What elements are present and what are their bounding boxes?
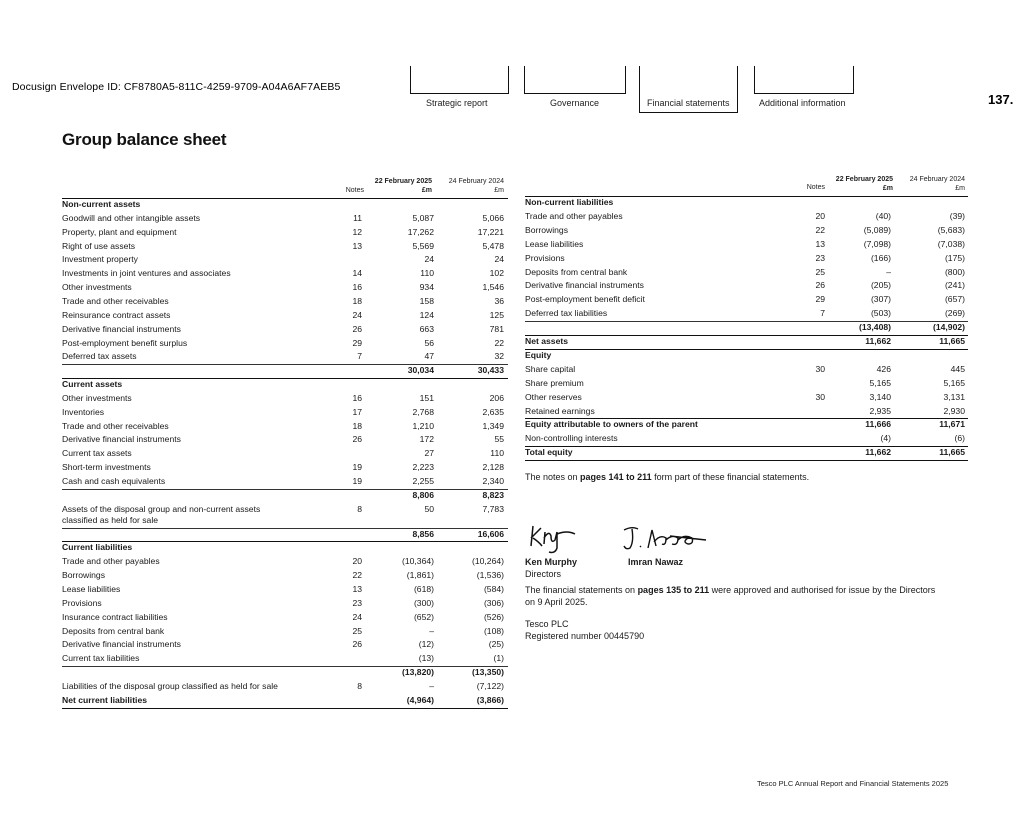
nav-tab-governance[interactable]: Governance bbox=[550, 98, 600, 108]
row-label: Deferred tax liabilities bbox=[525, 308, 608, 319]
nav-tab-additional-information-frame[interactable] bbox=[754, 66, 854, 94]
row-note: 24 bbox=[352, 611, 362, 622]
row-label: Trade and other payables bbox=[525, 210, 623, 221]
row-value-2025: 2,935 bbox=[869, 405, 891, 416]
left-col2-date: 24 February 2024 bbox=[448, 178, 504, 185]
row-label: Cash and cash equivalents bbox=[62, 476, 166, 486]
table-row bbox=[62, 681, 508, 694]
table-row bbox=[62, 639, 508, 652]
row-value-2025: 47 bbox=[424, 351, 434, 362]
row-note: 8 bbox=[357, 503, 362, 514]
table-row bbox=[62, 199, 508, 212]
row-value-2024: 445 bbox=[950, 363, 965, 374]
row-value-2024: (306) bbox=[483, 597, 504, 608]
row-value-2024: 32 bbox=[494, 351, 504, 362]
approval-statement bbox=[525, 584, 935, 608]
table-row bbox=[62, 365, 508, 378]
row-value-2024: (241) bbox=[944, 280, 965, 291]
row-value-2024: (6) bbox=[954, 433, 965, 444]
row-label: Current liabilities bbox=[62, 542, 133, 553]
ken-murphy-signature bbox=[527, 522, 587, 554]
table-bottom-rule bbox=[62, 708, 508, 709]
left-balance-table bbox=[62, 170, 510, 710]
row-value-2025: 124 bbox=[419, 309, 434, 320]
row-value-2024: (13,350) bbox=[471, 667, 504, 678]
row-label: Lease liabilities bbox=[62, 583, 121, 594]
table-row bbox=[62, 213, 508, 226]
row-label: Net assets bbox=[525, 336, 568, 346]
row-value-2024: 2,635 bbox=[482, 406, 504, 417]
row-label: Derivative financial instruments bbox=[62, 323, 181, 334]
table-row bbox=[525, 267, 968, 280]
table-row bbox=[525, 239, 968, 252]
row-value-2024: (5,683) bbox=[937, 224, 965, 235]
row-value-2025: (166) bbox=[870, 252, 891, 263]
approval-date: on 9 April 2025. bbox=[525, 597, 588, 607]
table-row bbox=[525, 211, 968, 224]
row-note: 23 bbox=[815, 252, 825, 263]
row-value-2024: 11,665 bbox=[939, 336, 965, 346]
row-label: Other investments bbox=[62, 392, 132, 403]
row-note: 24 bbox=[352, 309, 362, 320]
row-value-2025: 5,087 bbox=[412, 212, 434, 223]
row-value-2024: 30,433 bbox=[477, 365, 504, 376]
table-row bbox=[525, 378, 968, 391]
row-value-2024: 1,349 bbox=[482, 420, 504, 431]
row-value-2025: (1,861) bbox=[406, 570, 434, 581]
table-row bbox=[525, 197, 968, 210]
table-row bbox=[525, 280, 968, 293]
row-note: 7 bbox=[357, 351, 362, 362]
row-value-2025: 56 bbox=[424, 337, 434, 348]
row-label: Borrowings bbox=[62, 570, 105, 581]
table-row bbox=[62, 351, 508, 364]
row-value-2025: (652) bbox=[413, 611, 434, 622]
right-col1-date: 22 February 2025 bbox=[835, 176, 893, 183]
row-value-2025: 8,806 bbox=[412, 489, 434, 500]
row-note: 26 bbox=[352, 639, 362, 650]
row-label: Post-employment benefit deficit bbox=[525, 294, 645, 305]
row-label: Investment property bbox=[62, 254, 138, 265]
row-value-2024: 16,606 bbox=[477, 528, 504, 539]
row-note: 7 bbox=[820, 308, 825, 319]
row-label: Net current liabilities bbox=[62, 694, 148, 705]
row-label: Lease liabilities bbox=[525, 238, 584, 249]
row-value-2024: (7,122) bbox=[476, 680, 504, 691]
row-note: 13 bbox=[352, 583, 362, 594]
row-label: Assets of the disposal group and non-current assets bbox=[62, 503, 261, 514]
table-row bbox=[62, 612, 508, 625]
row-value-2024: 125 bbox=[489, 309, 504, 320]
row-value-2024: 102 bbox=[489, 268, 504, 279]
right-col2-date: 24 February 2024 bbox=[909, 176, 965, 183]
row-label: Current tax liabilities bbox=[62, 653, 140, 664]
row-value-2025: 158 bbox=[419, 295, 434, 306]
row-value-2025: (618) bbox=[413, 583, 434, 594]
row-value-2024: 2,340 bbox=[482, 476, 504, 486]
row-value-2024: 22 bbox=[494, 337, 504, 348]
row-label: Non-current assets bbox=[62, 199, 141, 209]
row-value-2025: 934 bbox=[419, 282, 434, 293]
table-row bbox=[62, 282, 508, 295]
table-row bbox=[525, 336, 968, 349]
row-value-2024: 7,783 bbox=[482, 503, 504, 514]
table-row bbox=[62, 407, 508, 420]
row-value-2024: 1,546 bbox=[482, 282, 504, 293]
row-value-2025: 2,223 bbox=[412, 462, 434, 473]
table-row bbox=[62, 268, 508, 281]
table-row bbox=[62, 241, 508, 254]
row-note: 14 bbox=[352, 268, 362, 279]
row-value-2025: 27 bbox=[424, 448, 434, 459]
row-value-2025: 24 bbox=[424, 254, 434, 265]
table-row bbox=[62, 324, 508, 337]
row-value-2024: (584) bbox=[483, 583, 504, 594]
row-value-2024: 24 bbox=[494, 254, 504, 265]
approval-pages: pages 135 to 211 bbox=[637, 585, 710, 595]
row-value-2024: 5,165 bbox=[943, 377, 965, 388]
left-col1-date: 22 February 2025 bbox=[374, 178, 432, 185]
row-value-2025: – bbox=[429, 680, 434, 691]
row-value-2025: – bbox=[886, 266, 891, 277]
row-note: 19 bbox=[352, 462, 362, 473]
notes-statement-pages: pages 141 to 211 bbox=[580, 472, 652, 482]
row-value-2025: 17,262 bbox=[407, 226, 434, 237]
right-col1-unit: £m bbox=[882, 185, 893, 192]
row-note: 19 bbox=[352, 476, 362, 486]
page-title: Group balance sheet bbox=[62, 130, 227, 149]
right-col2-unit: £m bbox=[955, 185, 965, 192]
notes-statement bbox=[525, 471, 809, 483]
row-label: Current assets bbox=[62, 379, 123, 390]
nav-tab-strategic-report-frame[interactable] bbox=[410, 66, 509, 94]
row-label: Borrowings bbox=[525, 224, 568, 235]
signatory-ken-murphy-name: Ken Murphy bbox=[525, 557, 578, 567]
row-value-2025: (300) bbox=[413, 597, 434, 608]
table-row bbox=[525, 406, 968, 419]
row-note: 17 bbox=[352, 406, 362, 417]
table-row bbox=[62, 556, 508, 569]
row-value-2025: 426 bbox=[876, 363, 891, 374]
signatory-role: Directors bbox=[525, 569, 562, 579]
row-value-2024: (269) bbox=[944, 308, 965, 319]
table-row bbox=[62, 667, 508, 680]
row-value-2025: 11,662 bbox=[865, 336, 891, 346]
row-value-2025: (7,098) bbox=[863, 238, 891, 249]
table-row bbox=[62, 529, 508, 542]
table-row bbox=[62, 338, 508, 351]
imran-nawaz-signature bbox=[622, 524, 712, 554]
row-note: 16 bbox=[352, 282, 362, 293]
row-note: 25 bbox=[815, 266, 825, 277]
table-row bbox=[62, 542, 508, 555]
row-value-2025: (503) bbox=[870, 308, 891, 319]
row-value-2024: (800) bbox=[944, 266, 965, 277]
row-label: Share capital bbox=[525, 363, 576, 374]
row-value-2024: 11,665 bbox=[939, 447, 965, 458]
table-row bbox=[62, 626, 508, 639]
row-label: Property, plant and equipment bbox=[62, 226, 177, 237]
table-row bbox=[62, 476, 508, 489]
left-col1-header bbox=[360, 177, 432, 195]
table-row bbox=[525, 322, 968, 335]
row-label: Post-employment benefit surplus bbox=[62, 337, 188, 348]
signatory-imran-nawaz-name: Imran Nawaz bbox=[628, 557, 684, 567]
row-value-2024: 17,221 bbox=[477, 226, 504, 237]
row-value-2025: 5,165 bbox=[869, 377, 891, 388]
row-note: 23 bbox=[352, 597, 362, 608]
approval-pre: The financial statements on bbox=[525, 585, 638, 595]
row-note: 20 bbox=[352, 556, 362, 567]
row-value-2024: (7,038) bbox=[937, 238, 965, 249]
table-row bbox=[62, 695, 508, 708]
row-note: 26 bbox=[352, 323, 362, 334]
row-label: Provisions bbox=[525, 252, 565, 263]
table-row bbox=[62, 227, 508, 240]
row-label: Equity bbox=[525, 349, 552, 360]
table-row bbox=[62, 310, 508, 323]
row-value-2024: 5,066 bbox=[482, 212, 504, 223]
row-value-2025: (13,820) bbox=[401, 667, 434, 678]
nav-tab-strategic-report[interactable]: Strategic report bbox=[426, 98, 488, 108]
row-value-2024: 36 bbox=[494, 295, 504, 306]
row-value-2025: 30,034 bbox=[407, 365, 434, 376]
row-value-2024: (1,536) bbox=[476, 570, 504, 581]
row-note: 22 bbox=[352, 570, 362, 581]
row-note: 22 bbox=[815, 224, 825, 235]
table-row bbox=[62, 421, 508, 434]
row-label: Derivative financial instruments bbox=[525, 280, 644, 291]
table-row bbox=[62, 379, 508, 392]
row-note: 11 bbox=[353, 212, 362, 223]
row-note: 30 bbox=[815, 391, 825, 402]
row-label-continued: classified as held for sale bbox=[62, 514, 159, 525]
nav-tab-additional-information[interactable]: Additional information bbox=[759, 98, 846, 108]
row-value-2024: 3,131 bbox=[943, 391, 965, 402]
row-value-2025: 663 bbox=[419, 323, 434, 334]
row-value-2024: 781 bbox=[489, 323, 504, 334]
left-col2-unit: £m bbox=[494, 187, 504, 194]
row-label: Current tax assets bbox=[62, 448, 132, 459]
table-row bbox=[62, 434, 508, 447]
row-value-2024: 2,128 bbox=[482, 462, 504, 473]
table-row bbox=[62, 393, 508, 406]
row-value-2025: 50 bbox=[424, 503, 434, 514]
row-value-2024: 55 bbox=[494, 434, 504, 445]
row-label: Retained earnings bbox=[525, 405, 595, 416]
row-value-2024: (39) bbox=[949, 210, 965, 221]
table-row bbox=[525, 419, 968, 432]
row-value-2024: 8,823 bbox=[482, 489, 504, 500]
nav-tab-governance-frame[interactable] bbox=[524, 66, 626, 94]
row-value-2025: 172 bbox=[419, 434, 434, 445]
row-value-2025: 3,140 bbox=[869, 391, 891, 402]
registered-number: Registered number 00445790 bbox=[525, 631, 645, 641]
row-label: Total equity bbox=[525, 447, 573, 458]
row-label: Trade and other receivables bbox=[62, 295, 169, 306]
right-col1-header bbox=[815, 175, 893, 193]
row-label: Liabilities of the disposal group classified as held for sale bbox=[62, 680, 278, 691]
row-note: 20 bbox=[815, 210, 825, 221]
row-value-2024: (3,866) bbox=[476, 694, 504, 705]
table-row bbox=[525, 253, 968, 266]
row-value-2025: (13) bbox=[418, 653, 434, 664]
notes-statement-post: form part of these financial statements. bbox=[651, 472, 810, 482]
row-value-2025: 11,662 bbox=[865, 447, 891, 458]
row-value-2025: 151 bbox=[419, 392, 434, 403]
row-value-2025: (40) bbox=[875, 210, 891, 221]
table-row bbox=[62, 448, 508, 461]
row-value-2025: 110 bbox=[420, 268, 434, 279]
row-value-2024: (14,902) bbox=[932, 322, 965, 333]
row-label: Right of use assets bbox=[62, 240, 136, 251]
row-note: 13 bbox=[352, 240, 362, 251]
table-row bbox=[62, 653, 508, 666]
approval-post: were approved and authorised for issue by the Directors bbox=[709, 585, 936, 595]
table-row bbox=[525, 364, 968, 377]
row-label: Trade and other receivables bbox=[62, 420, 169, 431]
row-note: 26 bbox=[815, 280, 825, 291]
row-note: 8 bbox=[357, 680, 362, 691]
right-col2-header bbox=[887, 175, 965, 193]
nav-tab-financial-statements[interactable]: Financial statements bbox=[647, 98, 730, 108]
row-value-2025: (5,089) bbox=[863, 224, 891, 235]
row-value-2024: 11,671 bbox=[939, 419, 965, 430]
row-value-2025: – bbox=[429, 625, 434, 636]
row-value-2024: (10,264) bbox=[471, 556, 504, 567]
row-label: Short-term investments bbox=[62, 462, 151, 473]
row-value-2025: 5,569 bbox=[412, 240, 434, 251]
row-value-2025: (205) bbox=[870, 280, 891, 291]
row-label: Trade and other payables bbox=[62, 556, 160, 567]
left-notes-header: Notes bbox=[345, 187, 364, 194]
table-row bbox=[62, 584, 508, 597]
row-value-2024: (175) bbox=[944, 252, 965, 263]
row-label: Other investments bbox=[62, 282, 132, 293]
table-row bbox=[525, 392, 968, 405]
table-row bbox=[62, 504, 508, 528]
right-balance-table bbox=[525, 170, 970, 470]
row-label: Deferred tax assets bbox=[62, 351, 137, 362]
row-value-2024: 110 bbox=[490, 448, 504, 459]
table-row bbox=[525, 225, 968, 238]
left-col2-header bbox=[432, 177, 504, 195]
row-note: 13 bbox=[815, 238, 825, 249]
row-value-2024: 2,930 bbox=[943, 405, 965, 416]
row-value-2025: 2,768 bbox=[412, 406, 434, 417]
row-label: Reinsurance contract assets bbox=[62, 309, 171, 320]
row-note: 30 bbox=[815, 363, 825, 374]
row-value-2024: (25) bbox=[488, 639, 504, 650]
row-label: Derivative financial instruments bbox=[62, 639, 181, 650]
table-row bbox=[62, 598, 508, 611]
row-value-2024: (526) bbox=[483, 611, 504, 622]
row-label: Provisions bbox=[62, 597, 102, 608]
table-row bbox=[525, 433, 968, 446]
row-label: Non-controlling interests bbox=[525, 433, 618, 444]
table-row bbox=[525, 447, 968, 460]
row-label: Equity attributable to owners of the parent bbox=[525, 419, 698, 430]
row-value-2025: (307) bbox=[870, 294, 891, 305]
page-number: 137. bbox=[988, 92, 1014, 107]
table-row bbox=[525, 350, 968, 363]
row-note: 25 bbox=[352, 625, 362, 636]
row-value-2025: (4,964) bbox=[406, 694, 434, 705]
row-label: Deposits from central bank bbox=[525, 266, 628, 277]
row-label: Derivative financial instruments bbox=[62, 434, 181, 445]
row-note: 18 bbox=[352, 420, 362, 431]
row-value-2025: (12) bbox=[418, 639, 434, 650]
row-value-2024: 206 bbox=[489, 392, 504, 403]
table-row bbox=[62, 296, 508, 309]
row-value-2025: (4) bbox=[880, 433, 891, 444]
row-note: 26 bbox=[352, 434, 362, 445]
left-col1-unit: £m bbox=[421, 187, 432, 194]
table-bottom-rule bbox=[525, 460, 968, 461]
row-value-2025: (10,364) bbox=[401, 556, 434, 567]
table-row bbox=[62, 490, 508, 503]
row-label: Inventories bbox=[62, 406, 105, 417]
row-label: Other reserves bbox=[525, 391, 582, 402]
row-note: 29 bbox=[815, 294, 825, 305]
row-value-2025: (13,408) bbox=[858, 322, 891, 333]
docusign-envelope-id: Docusign Envelope ID: CF8780A5-811C-4259-9709-A04A6AF7AEB5 bbox=[12, 81, 341, 93]
row-note: 16 bbox=[352, 392, 362, 403]
row-label: Investments in joint ventures and associates bbox=[62, 268, 231, 279]
company-name: Tesco PLC bbox=[525, 619, 569, 629]
row-label: Goodwill and other intangible assets bbox=[62, 212, 201, 223]
row-value-2024: (657) bbox=[944, 294, 965, 305]
row-value-2025: 2,255 bbox=[412, 476, 434, 486]
row-value-2024: 5,478 bbox=[482, 240, 504, 251]
row-value-2025: 11,666 bbox=[865, 419, 891, 430]
row-label: Share premium bbox=[525, 377, 584, 388]
row-note: 18 bbox=[352, 295, 362, 306]
row-label: Non-current liabilities bbox=[525, 197, 614, 207]
table-row bbox=[62, 254, 508, 267]
row-value-2024: (108) bbox=[483, 625, 504, 636]
row-value-2025: 8,856 bbox=[412, 528, 434, 539]
row-label: Deposits from central bank bbox=[62, 625, 165, 636]
row-label: Insurance contract liabilities bbox=[62, 611, 168, 622]
table-row bbox=[62, 570, 508, 583]
row-note: 29 bbox=[352, 337, 362, 348]
row-note: 12 bbox=[352, 226, 362, 237]
table-row bbox=[62, 462, 508, 475]
table-row bbox=[525, 294, 968, 307]
notes-statement-pre: The notes on bbox=[525, 472, 581, 482]
footer-report-title: Tesco PLC Annual Report and Financial Statements 2025 bbox=[757, 779, 949, 788]
right-notes-header: Notes bbox=[806, 184, 825, 191]
row-value-2024: (1) bbox=[493, 653, 504, 664]
row-value-2025: 1,210 bbox=[412, 420, 434, 431]
table-row bbox=[525, 308, 968, 321]
